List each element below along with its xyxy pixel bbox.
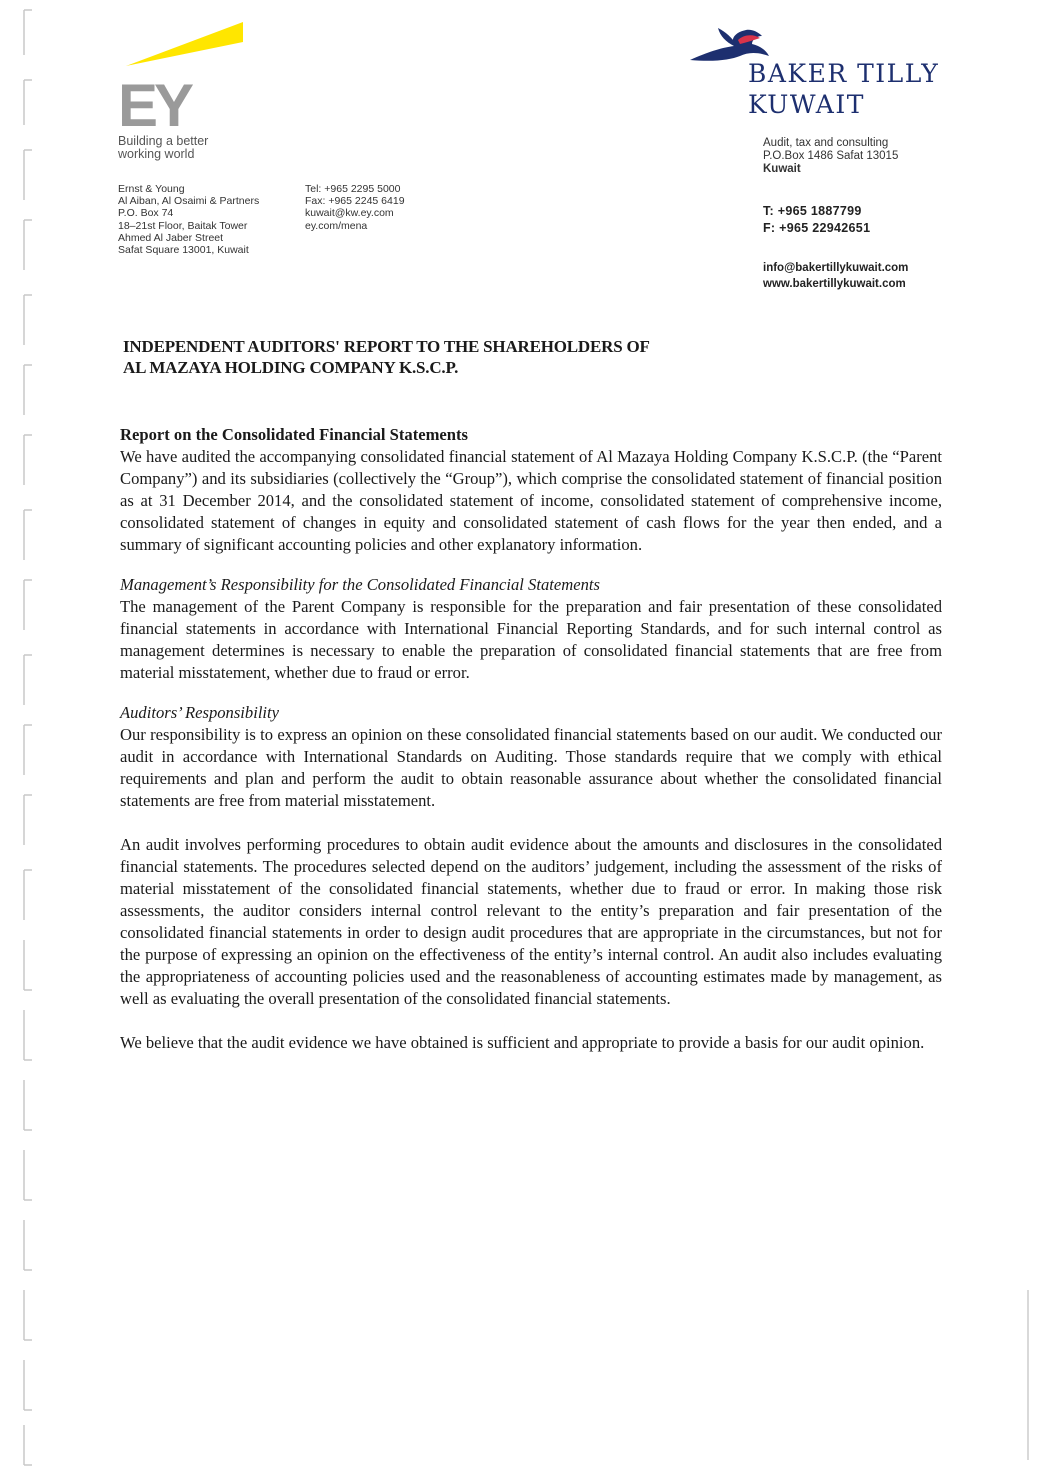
ey-contact xyxy=(305,183,405,232)
ey-tel: Tel: +965 2295 5000 xyxy=(305,183,401,195)
baker-tilly-tel: T: +965 1887799 xyxy=(763,204,862,218)
management-responsibility-heading: Management’s Responsibility for the Consolidated Financial Statements xyxy=(120,575,600,594)
ey-logo-text: EY xyxy=(118,72,191,130)
baker-tilly-website: www.bakertillykuwait.com xyxy=(763,278,906,290)
scan-edge-line xyxy=(1027,1290,1029,1460)
baker-tilly-phone xyxy=(763,203,870,237)
ey-website: ey.com/mena xyxy=(305,219,368,232)
baker-tilly-address: Audit, tax and consulting P.O.Box 1486 Safat 13015 Kuwait xyxy=(763,137,899,175)
report-body xyxy=(120,424,942,1054)
baker-tilly-email: info@bakertillykuwait.com xyxy=(763,262,909,274)
binding-marks xyxy=(10,0,40,1471)
auditors-responsibility-paragraph-2: An audit involves performing procedures to obtain audit evidence about the amounts and disclosures in the consolidated financial statements. The procedures selected depend on the auditors’ judgement, including the assessment of the risks of material misstatement of the consolidated financial statements, whether due to fraud or error. In making those risk assessments, the auditor considers internal control relevant to the entity’s preparation and fair presentation of the consolidated financial statements in order to design audit procedures that are appropriate in the circumstances, but not for the purpose of expressing an opinion on the effectiveness of the entity’s internal control. An audit also includes evaluating the appropriateness of accounting policies used and the reasonableness of accounting estimates made by management, as well as evaluating the overall presentation of the consolidated financial statements. xyxy=(120,835,942,1008)
ey-fax: Fax: +965 2245 6419 xyxy=(305,195,405,208)
ey-beam-icon xyxy=(126,22,243,66)
ey-tagline: Building a better working world xyxy=(118,134,209,161)
auditors-responsibility-paragraph-1: Our responsibility is to express an opinion on these consolidated financial statements based on our audit. We conducted our audit in accordance with International Standards on Auditing. Those standards require that we comply with ethical requirements and plan and perform the audit to obtain reasonable assurance about whether the consolidated financial statements are free from material misstatement. xyxy=(120,725,942,810)
auditors-responsibility-paragraph-3: We believe that the audit evidence we have obtained is sufficient and appropriate to provide a basis for our audit opinion. xyxy=(120,1033,925,1052)
ey-address: Ernst & Young Al Aiban, Al Osaimi & Partners P.O. Box 74 18–21st Floor, Baitak Tower Ahmed Al Jaber Street Safat Square 13001, Kuwait xyxy=(118,183,260,257)
management-responsibility-paragraph: The management of the Parent Company is responsible for the preparation and fair presentation of these consolidated financial statements in accordance with International Financial Reporting Standards, and for such internal control as management determines is necessary to enable the preparation of consolidated financial statements that are free from material misstatement, whether due to fraud or error. xyxy=(120,597,942,682)
ey-logo xyxy=(118,20,248,130)
fs-section-paragraph: We have audited the accompanying consolidated financial statement of Al Mazaya Holding Company K.S.C.P. (the “Parent Company”) and its subsidiaries (collectively the “Group”), which comprise the consolidated statement of financial position as at 31 December 2014, and the consolidated statement of income, consolidated statement of comprehensive income, consolidated statement of changes in equity and consolidated statement of cash flows for the year then ended, and a summary of significant accounting policies and other explanatory information. xyxy=(120,447,942,554)
auditors-responsibility-heading: Auditors’ Responsibility xyxy=(120,703,280,722)
ey-email: kuwait@kw.ey.com xyxy=(305,207,394,220)
baker-tilly-web xyxy=(763,260,908,292)
baker-tilly-name: BAKER TILLY KUWAIT xyxy=(748,59,940,119)
report-title: INDEPENDENT AUDITORS' REPORT TO THE SHAREHOLDERS OF AL MAZAYA HOLDING COMPANY K.S.C.P. xyxy=(123,337,650,377)
baker-tilly-fax: F: +965 22942651 xyxy=(763,221,871,235)
fs-section-heading: Report on the Consolidated Financial Statements xyxy=(120,425,469,444)
